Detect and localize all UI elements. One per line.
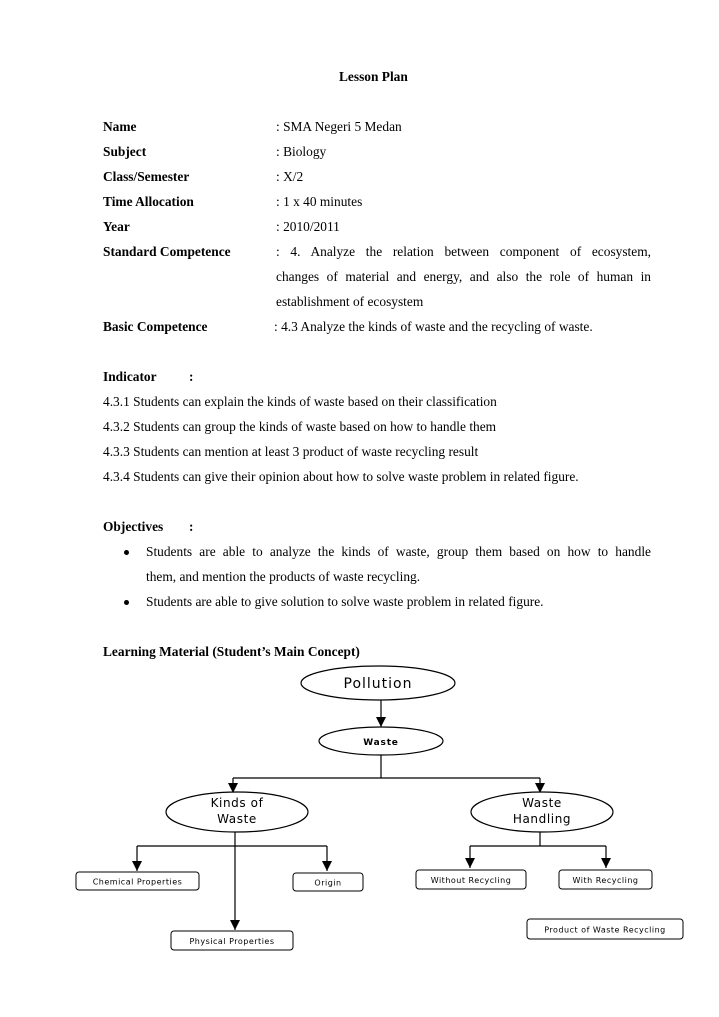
objectives-heading: Objectives bbox=[103, 519, 164, 534]
chemical-properties-node bbox=[76, 872, 199, 890]
basic-competence-label: Basic Competence bbox=[103, 319, 208, 334]
year-value: : 2010/2011 bbox=[276, 219, 340, 234]
objective-item-1-line-1: Students are able to analyze the kinds of waste, group them based on how to handle bbox=[146, 544, 651, 559]
subject-label: Subject bbox=[103, 144, 147, 159]
product-of-waste-recycling-node bbox=[527, 919, 683, 939]
origin-label: Origin bbox=[314, 878, 342, 888]
origin-node bbox=[293, 873, 363, 891]
time-allocation-value: : 1 x 40 minutes bbox=[276, 194, 363, 209]
indicator-item: 4.3.3 Students can mention at least 3 product of waste recycling result bbox=[103, 444, 479, 459]
page-title: Lesson Plan bbox=[339, 69, 408, 84]
class-semester-label: Class/Semester bbox=[103, 169, 190, 184]
with-recycling-label: With Recycling bbox=[572, 876, 639, 885]
objectives-colon: : bbox=[189, 519, 194, 534]
indicator-item: 4.3.4 Students can give their opinion about how to solve waste problem in related figure. bbox=[103, 469, 579, 484]
learning-material-heading: Learning Material (Student’s Main Concept) bbox=[103, 644, 360, 659]
chemical-properties-label: Chemical Properties bbox=[92, 877, 183, 887]
year-label: Year bbox=[103, 219, 130, 234]
subject-value: : Biology bbox=[276, 144, 327, 159]
objective-item-1-line-2: them, and mention the products of waste recycling. bbox=[146, 569, 421, 584]
kinds-of-waste-line-2: Waste bbox=[217, 812, 257, 826]
time-allocation-label: Time Allocation bbox=[103, 194, 194, 209]
waste-label: Waste bbox=[363, 738, 399, 748]
standard-competence-label: Standard Competence bbox=[103, 244, 231, 259]
name-value: : SMA Negeri 5 Medan bbox=[276, 119, 402, 134]
without-recycling-label: Without Recycling bbox=[430, 876, 512, 885]
product-of-waste-recycling-label: Product of Waste Recycling bbox=[544, 925, 666, 935]
kinds-of-waste-node bbox=[166, 792, 308, 832]
indicator-heading: Indicator bbox=[103, 369, 157, 384]
standard-competence-line-2: changes of material and energy, and also the role of human in bbox=[276, 269, 651, 284]
indicator-colon: : bbox=[189, 369, 194, 384]
indicator-item: 4.3.2 Students can group the kinds of waste based on how to handle them bbox=[103, 419, 497, 434]
name-label: Name bbox=[103, 119, 137, 134]
without-recycling-node bbox=[416, 870, 526, 889]
objective-item-2: Students are able to give solution to solve waste problem in related figure. bbox=[146, 594, 544, 609]
standard-competence-line-3: establishment of ecosystem bbox=[276, 294, 424, 309]
basic-competence-value: : 4.3 Analyze the kinds of waste and the recycling of waste. bbox=[274, 319, 593, 334]
pollution-node bbox=[301, 666, 455, 700]
waste-node bbox=[319, 727, 443, 755]
class-semester-value: : X/2 bbox=[276, 169, 304, 184]
waste-handling-line-2: Handling bbox=[512, 812, 572, 826]
pollution-label: Pollution bbox=[343, 676, 413, 692]
indicator-item: 4.3.1 Students can explain the kinds of waste based on their classification bbox=[103, 394, 497, 409]
waste-handling-node bbox=[471, 792, 613, 832]
physical-properties-label: Physical Properties bbox=[189, 937, 275, 946]
kinds-of-waste-line-1: Kinds of bbox=[210, 796, 264, 810]
physical-properties-node bbox=[171, 931, 293, 950]
with-recycling-node bbox=[559, 870, 652, 889]
standard-competence-line-1: : 4. Analyze the relation between component of ecosystem, bbox=[276, 244, 651, 259]
waste-handling-line-1: Waste bbox=[522, 796, 562, 810]
